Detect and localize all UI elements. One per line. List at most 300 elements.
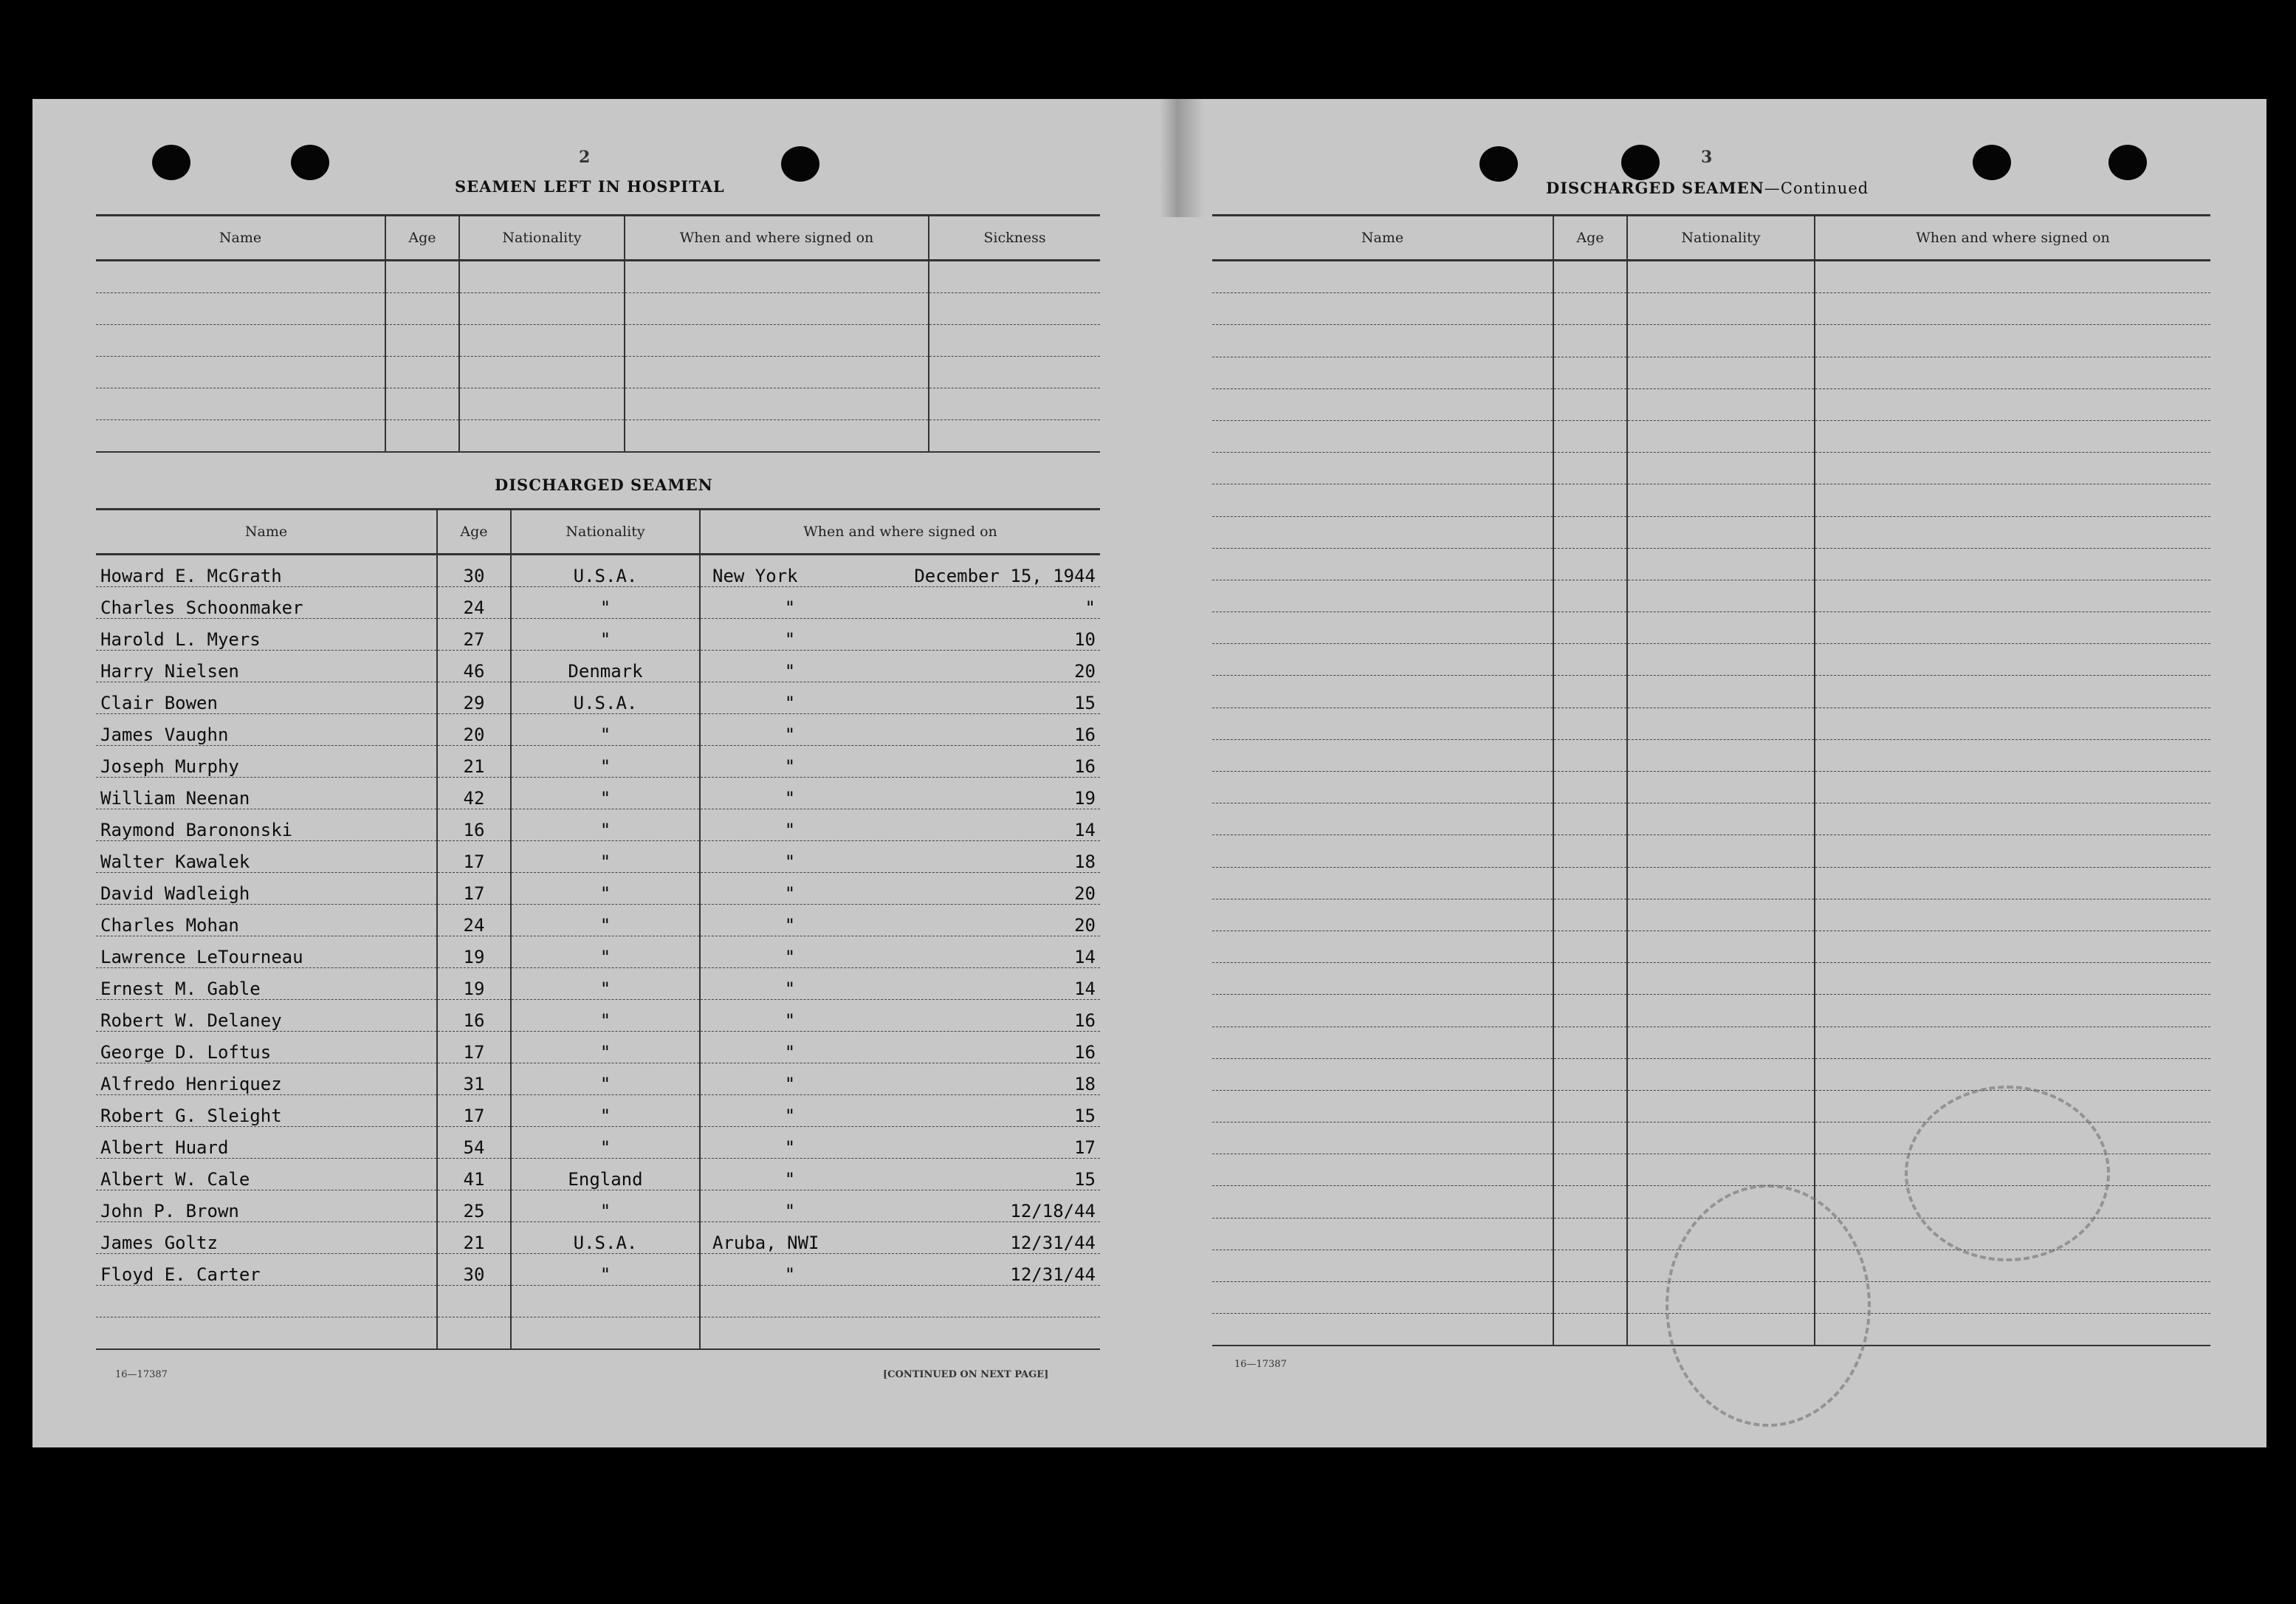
signed-on-cell	[625, 293, 929, 325]
table-row	[1212, 899, 2210, 930]
signed-on-cell	[1815, 293, 2210, 325]
name-cell	[96, 261, 385, 293]
seaman-nationality: "	[511, 968, 700, 1000]
nationality-cell	[1627, 580, 1815, 611]
table-row	[1212, 867, 2210, 899]
signed-on-date: 14	[1074, 947, 1096, 967]
seaman-nationality: "	[511, 1190, 700, 1222]
signed-on-cell	[625, 357, 929, 388]
age-cell	[1553, 835, 1627, 867]
signed-on-date: 15	[1074, 1169, 1096, 1190]
seaman-nationality: "	[511, 619, 700, 651]
signed-on-cell	[1815, 1027, 2210, 1058]
table-row	[1212, 357, 2210, 388]
age-cell	[1553, 1186, 1627, 1218]
signed-on-date: "	[1085, 597, 1096, 618]
table-row	[1212, 739, 2210, 771]
seaman-age	[437, 1286, 511, 1317]
nationality-cell	[1627, 739, 1815, 771]
age-cell	[1553, 580, 1627, 611]
table-row	[96, 714, 1100, 746]
table-row	[96, 809, 1100, 841]
seaman-name: James Vaughn	[96, 714, 437, 746]
name-cell	[1212, 453, 1553, 484]
nationality-cell	[459, 420, 625, 453]
signed-on-cell	[1815, 516, 2210, 548]
signed-on-place: "	[784, 724, 796, 745]
nationality-cell	[1627, 388, 1815, 420]
table-row	[96, 682, 1100, 714]
nationality-cell	[1627, 357, 1815, 388]
table-row	[1212, 1058, 2210, 1090]
age-cell	[1553, 867, 1627, 899]
signed-on-cell	[1815, 357, 2210, 388]
seaman-nationality: "	[511, 1095, 700, 1127]
nationality-cell	[1627, 484, 1815, 516]
signed-on-date: 16	[1074, 1010, 1096, 1031]
seaman-age: 31	[437, 1063, 511, 1095]
age-cell	[1553, 930, 1627, 962]
seaman-name	[96, 1317, 437, 1350]
signed-on-cell	[625, 388, 929, 420]
nationality-cell	[1627, 867, 1815, 899]
punch-hole	[1973, 145, 2011, 180]
signed-on-date: 12/31/44	[1010, 1233, 1096, 1253]
name-cell	[1212, 995, 1553, 1027]
table-row	[96, 420, 1100, 453]
signed-on-cell	[625, 325, 929, 357]
seaman-name: Charles Schoonmaker	[96, 587, 437, 619]
signed-on-place: "	[784, 1010, 796, 1031]
seaman-age: 20	[437, 714, 511, 746]
table-row	[1212, 930, 2210, 962]
age-cell	[1553, 453, 1627, 484]
age-cell	[1553, 516, 1627, 548]
name-cell	[1212, 1314, 1553, 1346]
signed-on-cell	[1815, 612, 2210, 644]
sickness-cell	[929, 388, 1100, 420]
nationality-cell	[1627, 1154, 1815, 1186]
seaman-nationality: "	[511, 841, 700, 873]
signed-on-place: "	[784, 978, 796, 999]
table-row	[1212, 612, 2210, 644]
column-header-sickness: Sickness	[929, 216, 1100, 261]
seaman-nationality: "	[511, 1063, 700, 1095]
nationality-cell	[1627, 644, 1815, 676]
signed-on-cell	[625, 420, 929, 453]
column-header-signed-on: When and where signed on	[1815, 216, 2210, 261]
name-cell	[1212, 835, 1553, 867]
table-row	[96, 1000, 1100, 1032]
signed-on-place: "	[784, 629, 796, 650]
seaman-age: 19	[437, 936, 511, 968]
signed-on-date: 19	[1074, 788, 1096, 809]
name-cell	[1212, 899, 1553, 930]
signed-on-cell	[1815, 580, 2210, 611]
age-cell	[1553, 293, 1627, 325]
seaman-nationality: "	[511, 936, 700, 968]
signed-on-cell	[700, 1159, 1100, 1190]
table-row	[96, 746, 1100, 778]
signed-on-date: 12/18/44	[1010, 1201, 1096, 1221]
seaman-name: Robert W. Delaney	[96, 1000, 437, 1032]
signed-on-place: "	[784, 1137, 796, 1158]
seaman-name: George D. Loftus	[96, 1032, 437, 1063]
seaman-nationality: "	[511, 873, 700, 905]
nationality-cell	[1627, 1058, 1815, 1090]
signed-on-date: 15	[1074, 1106, 1096, 1126]
sickness-cell	[929, 293, 1100, 325]
seaman-nationality: "	[511, 1000, 700, 1032]
nationality-cell	[1627, 548, 1815, 580]
signed-on-cell	[700, 873, 1100, 905]
table-row	[96, 905, 1100, 936]
table-row	[1212, 548, 2210, 580]
form-number-left: 16—17387	[115, 1369, 168, 1380]
table-row	[96, 1286, 1100, 1317]
age-cell	[385, 420, 459, 453]
seaman-name: Harry Nielsen	[96, 651, 437, 682]
table-row	[1212, 803, 2210, 835]
age-cell	[385, 388, 459, 420]
seaman-nationality: "	[511, 587, 700, 619]
signed-on-cell	[700, 1063, 1100, 1095]
seaman-age: 29	[437, 682, 511, 714]
name-cell	[1212, 516, 1553, 548]
name-cell	[1212, 676, 1553, 707]
age-cell	[1553, 548, 1627, 580]
signed-on-date: 16	[1074, 724, 1096, 745]
signed-on-place: "	[784, 1264, 796, 1285]
nationality-cell	[1627, 899, 1815, 930]
document-sheet	[32, 99, 2266, 1447]
nationality-cell	[1627, 930, 1815, 962]
nationality-cell	[459, 325, 625, 357]
table-row	[1212, 516, 2210, 548]
nationality-cell	[459, 261, 625, 293]
seaman-name: Harold L. Myers	[96, 619, 437, 651]
seaman-age: 24	[437, 587, 511, 619]
nationality-cell	[1627, 612, 1815, 644]
signed-on-cell	[700, 619, 1100, 651]
signed-on-place: "	[784, 947, 796, 967]
seaman-nationality: "	[511, 809, 700, 841]
discharged-section-title: DISCHARGED SEAMEN	[495, 476, 713, 494]
seaman-age: 41	[437, 1159, 511, 1190]
nationality-cell	[1627, 516, 1815, 548]
age-cell	[1553, 1027, 1627, 1058]
signed-on-cell	[700, 587, 1100, 619]
punch-hole	[2108, 145, 2147, 180]
table-row	[96, 841, 1100, 873]
table-row	[1212, 325, 2210, 357]
seaman-age: 30	[437, 555, 511, 587]
signed-on-place: "	[784, 693, 796, 713]
seaman-age: 21	[437, 1222, 511, 1254]
name-cell	[1212, 867, 1553, 899]
table-row	[96, 1190, 1100, 1222]
table-row	[1212, 580, 2210, 611]
name-cell	[96, 325, 385, 357]
column-header-nationality: Nationality	[1627, 216, 1815, 261]
signed-on-place: "	[784, 820, 796, 840]
signed-on-place: New York	[712, 566, 798, 586]
signed-on-place: "	[784, 851, 796, 872]
table-row	[1212, 453, 2210, 484]
column-header-name: Name	[96, 510, 437, 555]
name-cell	[1212, 1027, 1553, 1058]
table-row	[1212, 995, 2210, 1027]
sickness-cell	[929, 325, 1100, 357]
nationality-cell	[1627, 1027, 1815, 1058]
nationality-cell	[1627, 676, 1815, 707]
nationality-cell	[459, 293, 625, 325]
punch-hole	[781, 146, 819, 182]
signed-on-cell	[1815, 867, 2210, 899]
page-number-left: 2	[579, 148, 591, 167]
seaman-name: Joseph Murphy	[96, 746, 437, 778]
seaman-age: 16	[437, 1000, 511, 1032]
seaman-name	[96, 1286, 437, 1317]
signed-on-cell	[1815, 261, 2210, 293]
name-cell	[1212, 772, 1553, 803]
continued-note: [CONTINUED ON NEXT PAGE]	[883, 1369, 1049, 1380]
signed-on-cell	[700, 1127, 1100, 1159]
signed-on-cell	[625, 261, 929, 293]
punch-hole	[152, 145, 190, 180]
signed-on-place: "	[784, 1201, 796, 1221]
name-cell	[1212, 803, 1553, 835]
nationality-cell	[1627, 835, 1815, 867]
seaman-nationality: "	[511, 1032, 700, 1063]
table-row	[96, 619, 1100, 651]
signed-on-date: 18	[1074, 851, 1096, 872]
name-cell	[1212, 1218, 1553, 1250]
signed-on-place: "	[784, 756, 796, 777]
name-cell	[1212, 357, 1553, 388]
age-cell	[1553, 899, 1627, 930]
age-cell	[1553, 357, 1627, 388]
name-cell	[96, 388, 385, 420]
signed-on-place: "	[784, 597, 796, 618]
age-cell	[1553, 1123, 1627, 1154]
discharged-seamen-table	[96, 508, 1100, 1350]
table-row	[1212, 388, 2210, 420]
signed-on-date: 10	[1074, 629, 1096, 650]
table-row	[96, 651, 1100, 682]
seaman-nationality: "	[511, 905, 700, 936]
seaman-age: 17	[437, 1032, 511, 1063]
seaman-nationality	[511, 1286, 700, 1317]
age-cell	[1553, 612, 1627, 644]
table-row	[1212, 772, 2210, 803]
hospital-section-title: SEAMEN LEFT IN HOSPITAL	[455, 177, 725, 196]
name-cell	[1212, 325, 1553, 357]
signed-on-cell	[1815, 644, 2210, 676]
nationality-cell	[459, 388, 625, 420]
column-header-nationality: Nationality	[459, 216, 625, 261]
seaman-name: John P. Brown	[96, 1190, 437, 1222]
table-row	[1212, 293, 2210, 325]
table-row	[96, 1032, 1100, 1063]
name-cell	[1212, 388, 1553, 420]
seaman-nationality: U.S.A.	[511, 1222, 700, 1254]
age-cell	[1553, 325, 1627, 357]
signed-on-cell	[700, 1254, 1100, 1286]
nationality-cell	[1627, 420, 1815, 452]
name-cell	[1212, 930, 1553, 962]
signed-on-cell	[1815, 707, 2210, 739]
column-header-age: Age	[1553, 216, 1627, 261]
seaman-name: James Goltz	[96, 1222, 437, 1254]
signed-on-cell	[1815, 930, 2210, 962]
age-cell	[1553, 1154, 1627, 1186]
signed-on-date: 14	[1074, 978, 1096, 999]
signed-on-cell	[1815, 548, 2210, 580]
seaman-nationality: England	[511, 1159, 700, 1190]
signed-on-date: 20	[1074, 661, 1096, 682]
form-number-right: 16—17387	[1234, 1359, 1287, 1370]
signed-on-cell	[700, 1317, 1100, 1350]
table-row	[96, 325, 1100, 357]
nationality-cell	[1627, 995, 1815, 1027]
seaman-name: David Wadleigh	[96, 873, 437, 905]
nationality-cell	[459, 357, 625, 388]
inspection-stamp	[1905, 1086, 2110, 1261]
column-header-name: Name	[96, 216, 385, 261]
signed-on-date: 12/31/44	[1010, 1264, 1096, 1285]
signed-on-cell	[1815, 803, 2210, 835]
table-row	[96, 1063, 1100, 1095]
seaman-name: Floyd E. Carter	[96, 1254, 437, 1286]
name-cell	[1212, 612, 1553, 644]
seaman-name: Clair Bowen	[96, 682, 437, 714]
signed-on-date: 20	[1074, 883, 1096, 904]
signed-on-place: "	[784, 1074, 796, 1094]
table-row	[96, 293, 1100, 325]
table-row	[96, 936, 1100, 968]
signed-on-cell	[700, 905, 1100, 936]
name-cell	[1212, 739, 1553, 771]
nationality-cell	[1627, 803, 1815, 835]
seaman-nationality: U.S.A.	[511, 555, 700, 587]
age-cell	[385, 325, 459, 357]
column-header-age: Age	[385, 216, 459, 261]
page-fold	[1160, 99, 1204, 217]
signed-on-place: "	[784, 1106, 796, 1126]
seaman-nationality	[511, 1317, 700, 1350]
seaman-age: 17	[437, 1095, 511, 1127]
age-cell	[1553, 261, 1627, 293]
signed-on-cell	[700, 778, 1100, 809]
table-row	[96, 388, 1100, 420]
name-cell	[1212, 293, 1553, 325]
name-cell	[1212, 1250, 1553, 1281]
signed-on-date: 16	[1074, 756, 1096, 777]
seaman-nationality: "	[511, 778, 700, 809]
signed-on-place: "	[784, 1042, 796, 1063]
inspection-stamp	[1666, 1185, 1871, 1427]
name-cell	[1212, 1058, 1553, 1090]
signed-on-cell	[1815, 325, 2210, 357]
table-row	[96, 1127, 1100, 1159]
signed-on-cell	[1815, 453, 2210, 484]
sickness-cell	[929, 357, 1100, 388]
seaman-age: 25	[437, 1190, 511, 1222]
signed-on-cell	[1815, 1314, 2210, 1346]
seaman-name: Albert W. Cale	[96, 1159, 437, 1190]
nationality-cell	[1627, 261, 1815, 293]
name-cell	[1212, 1154, 1553, 1186]
nationality-cell	[1627, 963, 1815, 995]
table-row	[1212, 963, 2210, 995]
name-cell	[1212, 1186, 1553, 1218]
name-cell	[96, 357, 385, 388]
table-row	[1212, 676, 2210, 707]
signed-on-place: "	[784, 1169, 796, 1190]
signed-on-cell	[700, 968, 1100, 1000]
signed-on-cell	[1815, 963, 2210, 995]
table-row	[96, 1095, 1100, 1127]
signed-on-cell	[700, 1000, 1100, 1032]
signed-on-cell	[700, 651, 1100, 682]
sickness-cell	[929, 261, 1100, 293]
name-cell	[96, 293, 385, 325]
seaman-nationality: "	[511, 746, 700, 778]
signed-on-cell	[700, 682, 1100, 714]
table-row	[1212, 644, 2210, 676]
column-header-signed-on: When and where signed on	[625, 216, 929, 261]
signed-on-cell	[1815, 995, 2210, 1027]
seaman-name: Walter Kawalek	[96, 841, 437, 873]
seaman-age: 54	[437, 1127, 511, 1159]
seaman-age: 46	[437, 651, 511, 682]
signed-on-place: "	[784, 661, 796, 682]
signed-on-cell	[700, 936, 1100, 968]
seaman-name: Ernest M. Gable	[96, 968, 437, 1000]
seaman-nationality: Denmark	[511, 651, 700, 682]
nationality-cell	[1627, 293, 1815, 325]
signed-on-cell	[700, 809, 1100, 841]
seaman-nationality: "	[511, 1254, 700, 1286]
name-cell	[1212, 1090, 1553, 1122]
page-number-right: 3	[1701, 148, 1713, 167]
column-header-age: Age	[437, 510, 511, 555]
seaman-age: 21	[437, 746, 511, 778]
seaman-age: 42	[437, 778, 511, 809]
seaman-age: 17	[437, 873, 511, 905]
signed-on-date: 16	[1074, 1042, 1096, 1063]
name-cell	[1212, 261, 1553, 293]
nationality-cell	[1627, 707, 1815, 739]
signed-on-cell	[700, 841, 1100, 873]
column-header-nationality: Nationality	[511, 510, 700, 555]
name-cell	[1212, 1282, 1553, 1314]
signed-on-cell	[700, 1095, 1100, 1127]
signed-on-cell	[700, 1286, 1100, 1317]
age-cell	[1553, 739, 1627, 771]
signed-on-cell	[700, 1032, 1100, 1063]
seaman-name: Charles Mohan	[96, 905, 437, 936]
seaman-name: Albert Huard	[96, 1127, 437, 1159]
signed-on-cell	[700, 1190, 1100, 1222]
name-cell	[1212, 644, 1553, 676]
seaman-nationality: U.S.A.	[511, 682, 700, 714]
age-cell	[1553, 1250, 1627, 1281]
punch-hole	[1479, 146, 1518, 182]
age-cell	[1553, 1282, 1627, 1314]
table-row	[96, 261, 1100, 293]
